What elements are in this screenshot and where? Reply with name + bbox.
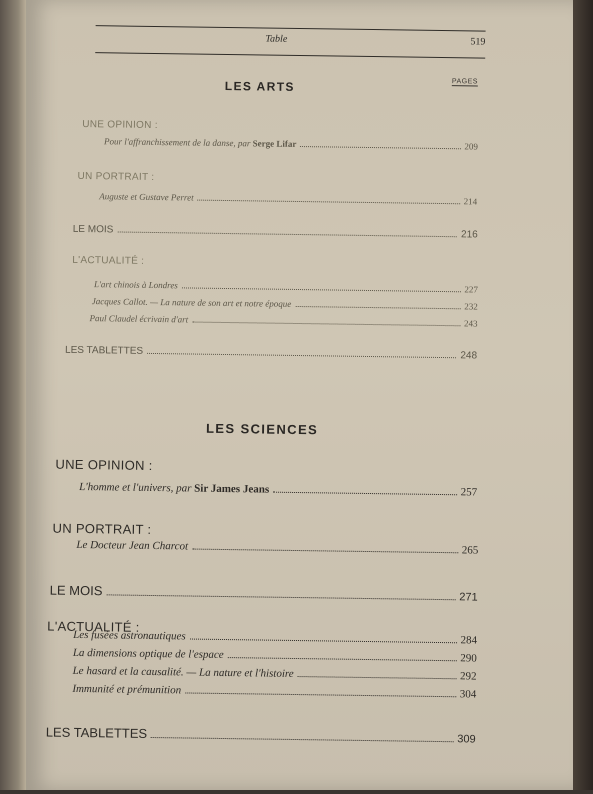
- entry-page-number: 216: [460, 229, 478, 241]
- entry-author: Serge Lifar: [252, 138, 297, 149]
- entry-page-number: 257: [460, 486, 478, 499]
- running-header: [95, 25, 485, 58]
- toc-entry: [99, 191, 477, 207]
- table-of-contents-page: [15, 0, 573, 794]
- leader-dots: [151, 737, 453, 742]
- leader-dots: [147, 353, 456, 358]
- entry-page-number: 271: [459, 591, 478, 604]
- background-edge: [573, 0, 593, 790]
- entry-title: Pour l'affranchissement de la danse, par: [103, 136, 251, 149]
- leader-dots: [117, 231, 457, 237]
- entry-page-number: 265: [461, 544, 479, 557]
- entry-page-number: 284: [460, 634, 478, 647]
- running-header-title: Table: [265, 33, 288, 45]
- leader-dots: [273, 492, 457, 496]
- rubric-tablettes: LES TABLETTES: [45, 724, 148, 741]
- toc-entry-tablettes: [65, 345, 477, 362]
- rubric-actualite: L'ACTUALITÉ :: [72, 254, 145, 267]
- rubric-mois: LE MOIS: [72, 223, 114, 236]
- entry-title: Auguste et Gustave Perret: [99, 191, 194, 203]
- rubric-portrait: UN PORTRAIT :: [77, 170, 155, 183]
- rubric-tablettes: LES TABLETTES: [65, 344, 144, 357]
- pages-column-label: PAGES: [451, 78, 479, 86]
- section-title-sciences: LES SCIENCES: [205, 420, 319, 438]
- entry-title: L'art chinois à Londres: [93, 279, 178, 291]
- leader-dots: [190, 639, 457, 644]
- entry-title: La dimensions optique de l'espace: [72, 646, 224, 662]
- entry-page-number: 209: [464, 141, 479, 152]
- entry-title: L'homme et l'univers, par: [79, 480, 192, 495]
- toc-entry-tablettes: [46, 725, 476, 746]
- entry-page-number: 248: [460, 350, 478, 362]
- entry-title: Immunité et prémunition: [72, 682, 182, 697]
- entry-page-number: 227: [464, 284, 479, 295]
- entry-title: Paul Claudel écrivain d'art: [89, 313, 189, 325]
- section-title-arts: LES ARTS: [224, 78, 295, 94]
- entry-title: Le hasard et la causalité. — La nature et l'histoire: [72, 664, 294, 680]
- entry-page-number: 304: [459, 688, 477, 701]
- toc-entry: [89, 313, 477, 329]
- entry-page-number: 232: [464, 301, 478, 312]
- leader-dots: [300, 146, 460, 149]
- entry-title: Les fusées astronautiques: [73, 628, 186, 643]
- toc-entry: [73, 629, 477, 647]
- toc-entry: [72, 683, 476, 701]
- entry-title: Le Docteur Jean Charcot: [76, 538, 189, 553]
- toc-entry: [94, 279, 478, 295]
- leader-dots: [182, 287, 461, 292]
- toc-entry: [92, 296, 478, 312]
- entry-page-number: 290: [460, 652, 477, 665]
- entry-page-number: 243: [463, 318, 478, 329]
- toc-entry: [76, 539, 478, 557]
- toc-entry: [73, 647, 477, 665]
- toc-entry: [79, 481, 477, 499]
- leader-dots: [228, 657, 457, 661]
- toc-entry-mois: [50, 583, 478, 604]
- leader-dots: [298, 676, 456, 679]
- leader-dots: [198, 200, 460, 205]
- rubric-opinion: UNE OPINION :: [55, 456, 153, 473]
- entry-page-number: 309: [457, 733, 476, 746]
- leader-dots: [295, 306, 460, 309]
- running-header-page-number: 519: [470, 36, 486, 48]
- leader-dots: [106, 594, 455, 600]
- toc-entry-mois: [73, 224, 478, 241]
- leader-dots: [192, 322, 460, 327]
- entry-author: Sir James Jeans: [194, 482, 270, 496]
- toc-entry: [104, 136, 478, 152]
- rubric-actualite: L'ACTUALITÉ :: [47, 618, 140, 635]
- rubric-portrait: UN PORTRAIT :: [52, 520, 152, 537]
- rubric-mois: LE MOIS: [49, 582, 103, 599]
- leader-dots: [185, 692, 456, 697]
- entry-page-number: 292: [459, 670, 477, 683]
- leader-dots: [192, 549, 458, 554]
- toc-entry: [73, 665, 477, 683]
- entry-page-number: 214: [463, 196, 478, 207]
- entry-title: Jacques Callot. — La nature de son art et notre époque: [91, 296, 292, 309]
- rubric-opinion: UNE OPINION :: [82, 118, 158, 132]
